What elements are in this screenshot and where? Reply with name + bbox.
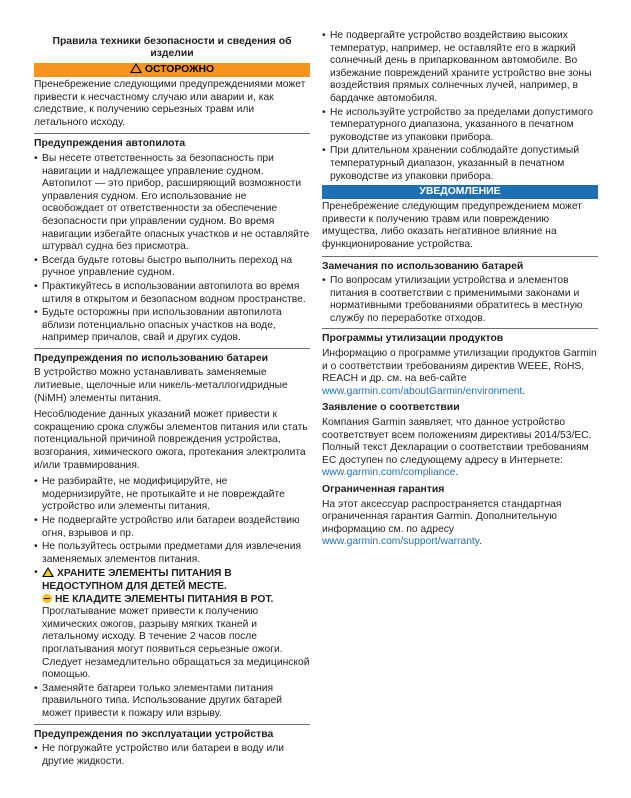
warranty-link[interactable]: www.garmin.com/support/warranty	[322, 536, 480, 548]
list-item: • Не разбирайте, не модифицируйте, не модернизируйте, не протыкайте и не повреждайте устройство или элементы питания.	[34, 476, 310, 514]
caution-text: Пренебрежение следующими предупреждениями может привести к несчастному случаю или аварии и, как следствие, к получению серьезных травм или летального исходу.	[34, 79, 306, 128]
list-item-children-warning	[34, 567, 310, 681]
operation-list	[34, 743, 310, 768]
list-item: • Будьте осторожны при использовании автопилота вблизи потенциально опасных участков на воде, например причалов, свай и других судов.	[34, 307, 310, 345]
battery-heading: Предупреждения по использованию батареи	[34, 352, 269, 364]
operation-list-continued	[322, 30, 598, 183]
recycling-link[interactable]: www.garmin.com/aboutGarmin/environment	[322, 385, 523, 397]
divider	[322, 256, 598, 257]
recycling-heading: Программы утилизации продуктов	[322, 333, 504, 345]
divider	[34, 133, 310, 134]
list-item: • Не подвергайте устройство или батареи воздействию огня, взрывов и пр.	[34, 515, 310, 540]
warranty-heading: Ограниченная гарантия	[322, 484, 445, 495]
left-column	[34, 30, 310, 770]
battery-notes-list	[322, 275, 598, 325]
caution-label: ОСТОРОЖНО	[144, 64, 215, 75]
notice-icon	[42, 594, 52, 603]
divider	[34, 724, 310, 725]
recycling-end: .	[522, 385, 526, 397]
divider	[322, 328, 598, 329]
children-warning: ХРАНИТЕ ЭЛЕМЕНТЫ ПИТАНИЯ В НЕДОСТУПНОМ ДЛЯ ДЕТЕЙ МЕСТЕ.	[42, 568, 232, 592]
warning-triangle-icon	[42, 567, 54, 577]
swallow-text: Проглатывание может привести к получению химических ожогов, разрыву мягких тканей и летальному исходу. В течение 2 часов после проглатывания могут появиться серьезные ожоги. Следует незамедлительно обращаться за медицинской помощью.	[42, 606, 310, 681]
list-item: • Всегда будьте готовы быстро выполнить переход на ручное управление судном.	[34, 255, 310, 280]
recycling-text: Информацию о программе утилизации продуктов Garmin и о соответствии требованиям директив WEEE, RoHS, REACH и др. см. на веб-сайте	[322, 348, 597, 385]
notice-bar: УВЕДОМЛЕНИЕ	[322, 185, 598, 199]
battery-para-1: В устройство можно устанавливать заменяемые литиевые, щелочные или никель-металлогидридные (NiMH) элементы питания.	[34, 367, 288, 404]
list-item: • Практикуйтесь в использовании автопилота во время штиля в открытом и безопасном водном пространстве.	[34, 281, 310, 306]
list-item: • Вы несете ответственность за безопасность при навигации и надлежащее управление судном. Автопилот — это прибор, расширяющий возможности управления судном. Его использование не освобождает от ответственности за обеспечение безопасности при управлении судном. Во время навигации избегайте опасных участков и не оставляйте штурвал судна без присмотра.	[34, 153, 310, 254]
battery-para-2: Несоблюдение данных указаний может привести к сокращению срока службы элементов питания или стать потенциальной причиной повреждения устройства, возгорания, химического ожога, протекания электролита и/или травмирования.	[34, 409, 308, 471]
warranty-text: На этот аксессуар распространяется стандартная ограниченная гарантия Garmin. Дополнительную информацию см. по адресу	[322, 498, 562, 535]
list-item: • Заменяйте батареи только элементами питания правильного типа. Использование других батарей может привести к пожару или взрыву.	[34, 683, 310, 721]
warranty-end: .	[479, 536, 483, 548]
warning-triangle-icon	[130, 63, 142, 73]
compliance-link[interactable]: www.garmin.com/compliance	[322, 467, 456, 479]
list-item: • Не подвергайте устройство воздействию высоких температур, например, не оставляйте его в жаркий солнечный день в припаркованном автомобиле. Во избежание повреждений храните устройство вне зоны воздействия прямых солнечных лучей, например, в бардачке автомобиля.	[322, 30, 598, 106]
conformity-paragraph	[322, 417, 598, 480]
list-item: • Не используйте устройство за пределами допустимого температурного диапазона, указанного в печатном руководстве из упаковки прибора.	[322, 107, 598, 145]
warranty-paragraph	[322, 499, 598, 549]
operation-heading: Предупреждения по эксплуатации устройства	[34, 728, 274, 740]
document-title: Правила техники безопасности и сведения об изделии	[52, 36, 292, 59]
battery-list	[34, 476, 310, 720]
battery-notes-heading: Замечания по использованию батарей	[322, 260, 524, 272]
list-item: • По вопросам утилизации устройства и элементов питания в соответствии с применимыми законами и нормативными требованиями обратитесь в местную службу по переработке отходов.	[322, 275, 598, 325]
conformity-heading: Заявление о соответствии	[322, 402, 460, 414]
list-item: • Не пользуйтесь острыми предметами для извлечения заменяемых элементов питания.	[34, 541, 310, 566]
autopilot-list	[34, 153, 310, 345]
divider	[34, 348, 310, 349]
notice-text: Пренебрежение следующим предупреждением может привести к получению травм или повреждению имущества, либо оказать негативное влияние на функционирование устройства.	[322, 201, 583, 250]
autopilot-heading: Предупреждения автопилота	[34, 138, 186, 150]
conformity-text: Компания Garmin заявляет, что данное устройство соответствует всем положениям директивы 2014/53/EC. Полный текст Декларации о соответствии требованиям ЕС доступен по следующему адресу в Интернете:	[322, 417, 592, 466]
caution-bar	[34, 63, 310, 77]
recycling-paragraph	[322, 348, 598, 398]
right-column	[322, 30, 598, 553]
list-item: • При длительном хранении соблюдайте допустимый температурный диапазон, указанный в печатном руководстве из упаковки прибора.	[322, 145, 598, 183]
mouth-warning: НЕ КЛАДИТЕ ЭЛЕМЕНТЫ ПИТАНИЯ В РОТ.	[55, 593, 274, 605]
list-item: • Не погружайте устройство или батареи в воду или другие жидкости.	[34, 743, 310, 768]
conformity-end: .	[455, 467, 459, 479]
